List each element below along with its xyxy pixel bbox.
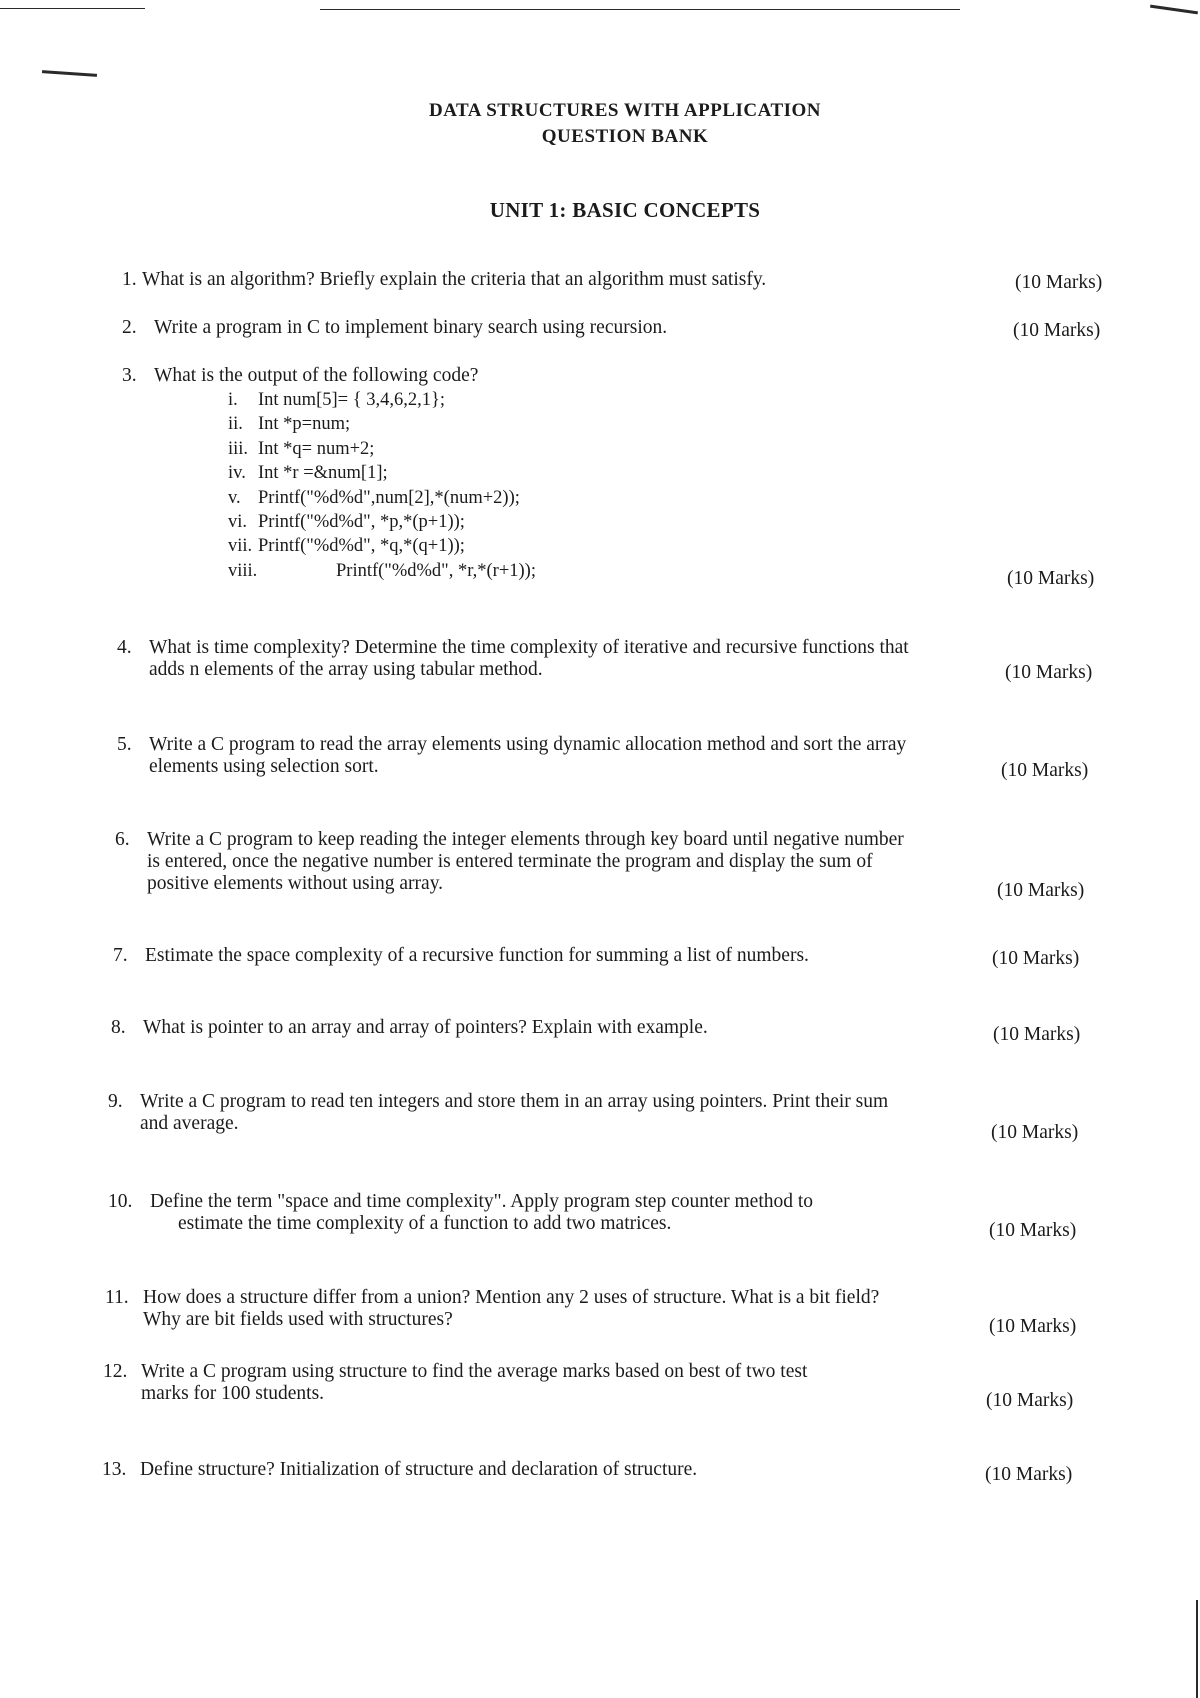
question-marks: (10 Marks) [985, 1464, 1073, 1485]
code-line-text: Int *p=num; [258, 414, 351, 434]
question-number: 2. [122, 317, 137, 338]
code-line [228, 439, 374, 460]
question-text: is entered, once the negative number is entered terminate the program and display the sum of [147, 851, 873, 872]
code-line-number: vii. [228, 536, 253, 556]
code-line [228, 536, 465, 557]
scan-artifact-line [42, 70, 97, 77]
question-number: 8. [111, 1017, 126, 1038]
question-text: What is pointer to an array and array of pointers? Explain with example. [143, 1017, 708, 1038]
code-line [228, 463, 388, 484]
question-text: Estimate the space complexity of a recursive function for summing a list of numbers. [145, 945, 809, 966]
question-number: 3. [122, 365, 137, 386]
question-marks: (10 Marks) [1015, 272, 1103, 293]
question-text: adds n elements of the array using tabular method. [149, 659, 543, 680]
code-line [228, 390, 445, 411]
question-number: 13. [102, 1459, 127, 1480]
question-text: and average. [140, 1113, 239, 1134]
question-marks: (10 Marks) [989, 1220, 1077, 1241]
question-number: 4. [117, 637, 132, 658]
question-text: Define the term "space and time complexity". Apply program step counter method to [150, 1191, 814, 1212]
document-subtitle: QUESTION BANK [541, 126, 709, 147]
question-text: What is time complexity? Determine the time complexity of iterative and recursive functions that [149, 637, 909, 658]
code-line [228, 512, 465, 533]
question-number: 5. [117, 734, 132, 755]
code-line-number: vi. [228, 512, 248, 532]
question-text: Write a C program to read ten integers and store them in an array using pointers. Print their sum [140, 1091, 889, 1112]
code-line-number: viii. [228, 561, 258, 581]
scan-artifact-line [320, 9, 960, 10]
question-number: 10. [108, 1191, 133, 1212]
question-marks: (10 Marks) [1007, 568, 1095, 589]
question-text: What is the output of the following code? [154, 365, 479, 386]
question-number: 12. [103, 1361, 128, 1382]
question-text: Write a C program to read the array elements using dynamic allocation method and sort the array [149, 734, 907, 755]
course-title: DATA STRUCTURES WITH APPLICATION [428, 100, 822, 121]
code-line [228, 561, 536, 582]
code-line-text: Int num[5]= { 3,4,6,2,1}; [258, 390, 445, 410]
question-text: Write a program in C to implement binary search using recursion. [154, 317, 668, 338]
code-line-text: Printf("%d%d", *r,*(r+1)); [336, 561, 536, 581]
question-text: estimate the time complexity of a function to add two matrices. [178, 1213, 672, 1234]
code-line-text: Printf("%d%d", *p,*(p+1)); [258, 512, 465, 532]
code-line-text: Int *q= num+2; [258, 439, 375, 459]
question-text: Write a C program to keep reading the integer elements through key board until negative number [147, 829, 904, 850]
scan-artifact-line [0, 8, 145, 9]
question-text: Write a C program using structure to find the average marks based on best of two test [141, 1361, 808, 1382]
question-marks: (10 Marks) [997, 880, 1085, 901]
question-number: 1. [122, 269, 137, 290]
question-number: 7. [113, 945, 128, 966]
scan-artifact-line [1150, 5, 1198, 15]
question-marks: (10 Marks) [1001, 760, 1089, 781]
question-text: What is an algorithm? Briefly explain the criteria that an algorithm must satisfy. [142, 269, 767, 290]
question-text: elements using selection sort. [149, 756, 379, 777]
code-line [228, 414, 350, 435]
question-marks: (10 Marks) [991, 1122, 1079, 1143]
scan-artifact-line [1196, 1600, 1198, 1698]
question-text: Define structure? Initialization of structure and declaration of structure. [140, 1459, 698, 1480]
question-marks: (10 Marks) [1013, 320, 1101, 341]
question-marks: (10 Marks) [1005, 662, 1093, 683]
code-line-number: iii. [228, 439, 249, 459]
code-line-number: i. [228, 390, 238, 410]
question-text: Why are bit fields used with structures? [143, 1309, 453, 1330]
question-marks: (10 Marks) [992, 948, 1080, 969]
question-number: 9. [108, 1091, 123, 1112]
code-line-text: Int *r =&num[1]; [258, 463, 388, 483]
question-marks: (10 Marks) [986, 1390, 1074, 1411]
code-line-text: Printf("%d%d",num[2],*(num+2)); [258, 488, 520, 508]
code-line-text: Printf("%d%d", *q,*(q+1)); [258, 536, 465, 556]
code-line-number: v. [228, 488, 241, 508]
code-line [228, 488, 520, 509]
unit-title: UNIT 1: BASIC CONCEPTS [489, 198, 761, 222]
question-number: 11. [105, 1287, 129, 1308]
question-text: marks for 100 students. [141, 1383, 325, 1404]
code-line-number: ii. [228, 414, 243, 434]
question-text: positive elements without using array. [147, 873, 444, 894]
question-marks: (10 Marks) [989, 1316, 1077, 1337]
question-text: How does a structure differ from a union? Mention any 2 uses of structure. What is a bit field? [143, 1287, 880, 1308]
question-number: 6. [115, 829, 130, 850]
code-line-number: iv. [228, 463, 246, 483]
question-marks: (10 Marks) [993, 1024, 1081, 1045]
